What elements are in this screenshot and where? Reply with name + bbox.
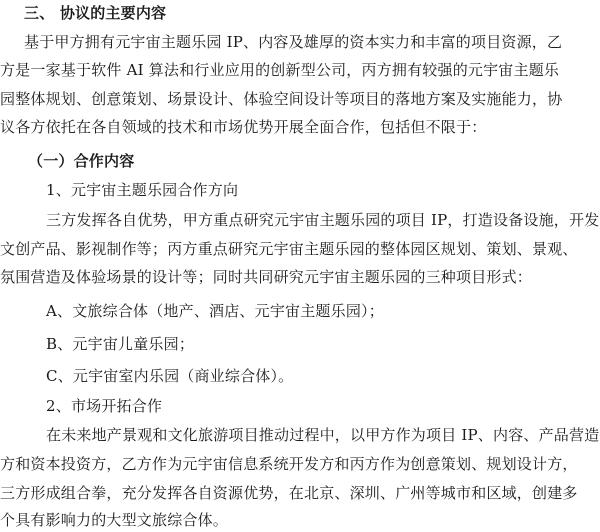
item2-line: 在未来地产景观和文化旅游项目推动过程中，以甲方作为项目 IP、内容、产品营造 xyxy=(46,426,600,444)
item1-title: 1、元宇宙主题乐园合作方向 xyxy=(46,181,239,199)
intro-line: 基于甲方拥有元宇宙主题乐园 IP、内容及雄厚的资本实力和丰富的项目资源，乙 xyxy=(24,33,563,51)
item2-title: 2、市场开拓合作 xyxy=(46,397,163,415)
subheading: （一）合作内容 xyxy=(28,152,135,170)
item2-line: 个具有影响力的大型文旅综合体。 xyxy=(0,511,229,529)
item2-line: 三方形成组合拳，充分发挥各自资源优势，在北京、深圳、广州等城市和区域，创建多 xyxy=(0,484,578,502)
intro-line: 方是一家基于软件 AI 算法和行业应用的创新型公司，丙方拥有较强的元宇宙主题乐 xyxy=(0,61,560,79)
section-heading: 三、 协议的主要内容 xyxy=(24,4,167,22)
item1-line: 三方发挥各自优势，甲方重点研究元宇宙主题乐园的项目 IP，打造设备设施，开发 xyxy=(46,211,600,229)
form-c: C、元宇宙室内乐园（商业综合体）。 xyxy=(46,367,294,385)
form-a: A、文旅综合体（地产、酒店、元宇宙主题乐园）； xyxy=(46,302,384,320)
item1-line: 氛围营造及体验场景的设计等；同时共同研究元宇宙主题乐园的三种项目形式： xyxy=(0,268,533,286)
item1-line: 文创产品、影视制作等；丙方重点研究元宇宙主题乐园的整体园区规划、策划、景观、 xyxy=(0,240,578,258)
form-b: B、元宇宙儿童乐园； xyxy=(46,335,195,353)
item2-line: 方和资本投资方，乙方作为元宇宙信息系统开发方和丙方作为创意策划、规划设计方， xyxy=(0,455,578,473)
intro-line: 议各方依托在各自领域的技术和市场优势开展全面合作，包括但不限于： xyxy=(0,118,487,136)
intro-line: 园整体规划、创意策划、场景设计、体验空间设计等项目的落地方案及实施能力，协 xyxy=(0,90,563,108)
